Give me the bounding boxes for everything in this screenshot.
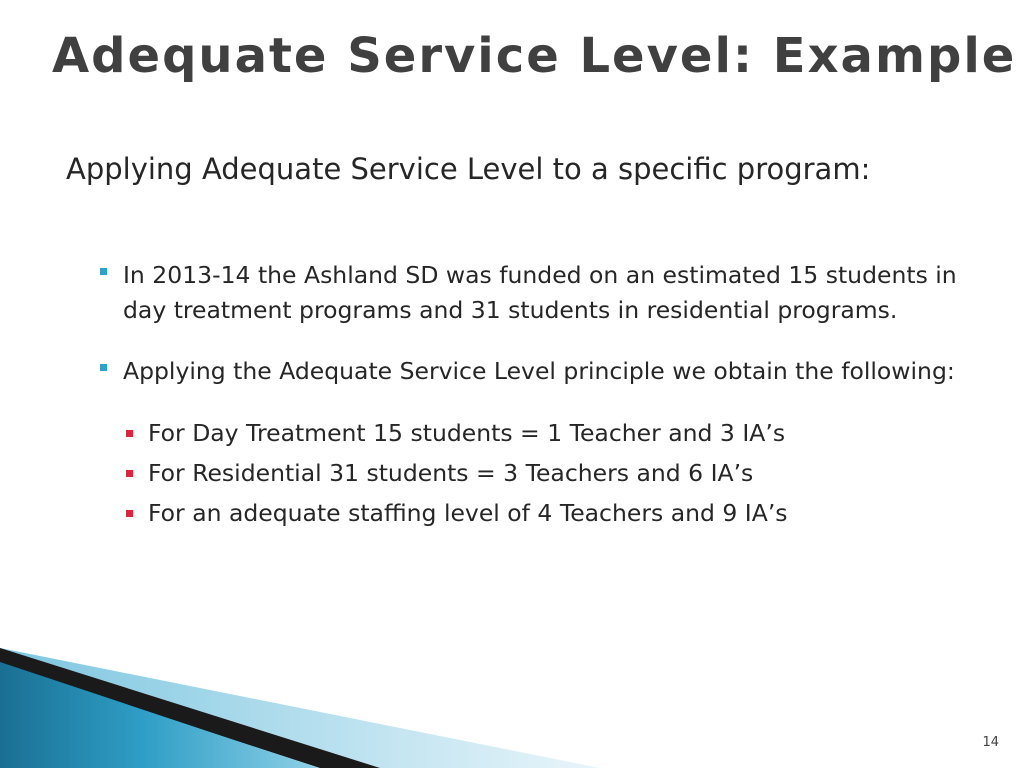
slide-title: Adequate Service Level: Example (52, 28, 1017, 84)
sub-bullet-item (123, 453, 978, 493)
square-bullet-icon (100, 364, 107, 371)
square-bullet-icon (126, 510, 133, 517)
sub-bullet-text: For Day Treatment 15 students = 1 Teacher and 3 IA’s (148, 419, 786, 447)
page-number: 14 (982, 735, 999, 750)
sub-bullet-list (123, 413, 978, 533)
square-bullet-icon (126, 470, 133, 477)
square-bullet-icon (126, 430, 133, 437)
decorative-swoosh (0, 600, 1024, 768)
square-bullet-icon (100, 268, 107, 275)
bullet-text: Applying the Adequate Service Level principle we obtain the following: (123, 357, 955, 385)
intro-text: Applying Adequate Service Level to a specific program: (66, 152, 871, 186)
sub-bullet-text: For an adequate staffing level of 4 Teachers and 9 IA’s (148, 499, 788, 527)
bullet-item (98, 354, 978, 533)
bullet-list (98, 258, 978, 533)
bullet-text: In 2013-14 the Ashland SD was funded on an estimated 15 students in day treatment programs and 31 students in residential programs. (123, 261, 957, 324)
sub-bullet-text: For Residential 31 students = 3 Teachers and 6 IA’s (148, 459, 754, 487)
sub-bullet-item (123, 493, 978, 533)
bullet-item (98, 258, 978, 328)
sub-bullet-item (123, 413, 978, 453)
